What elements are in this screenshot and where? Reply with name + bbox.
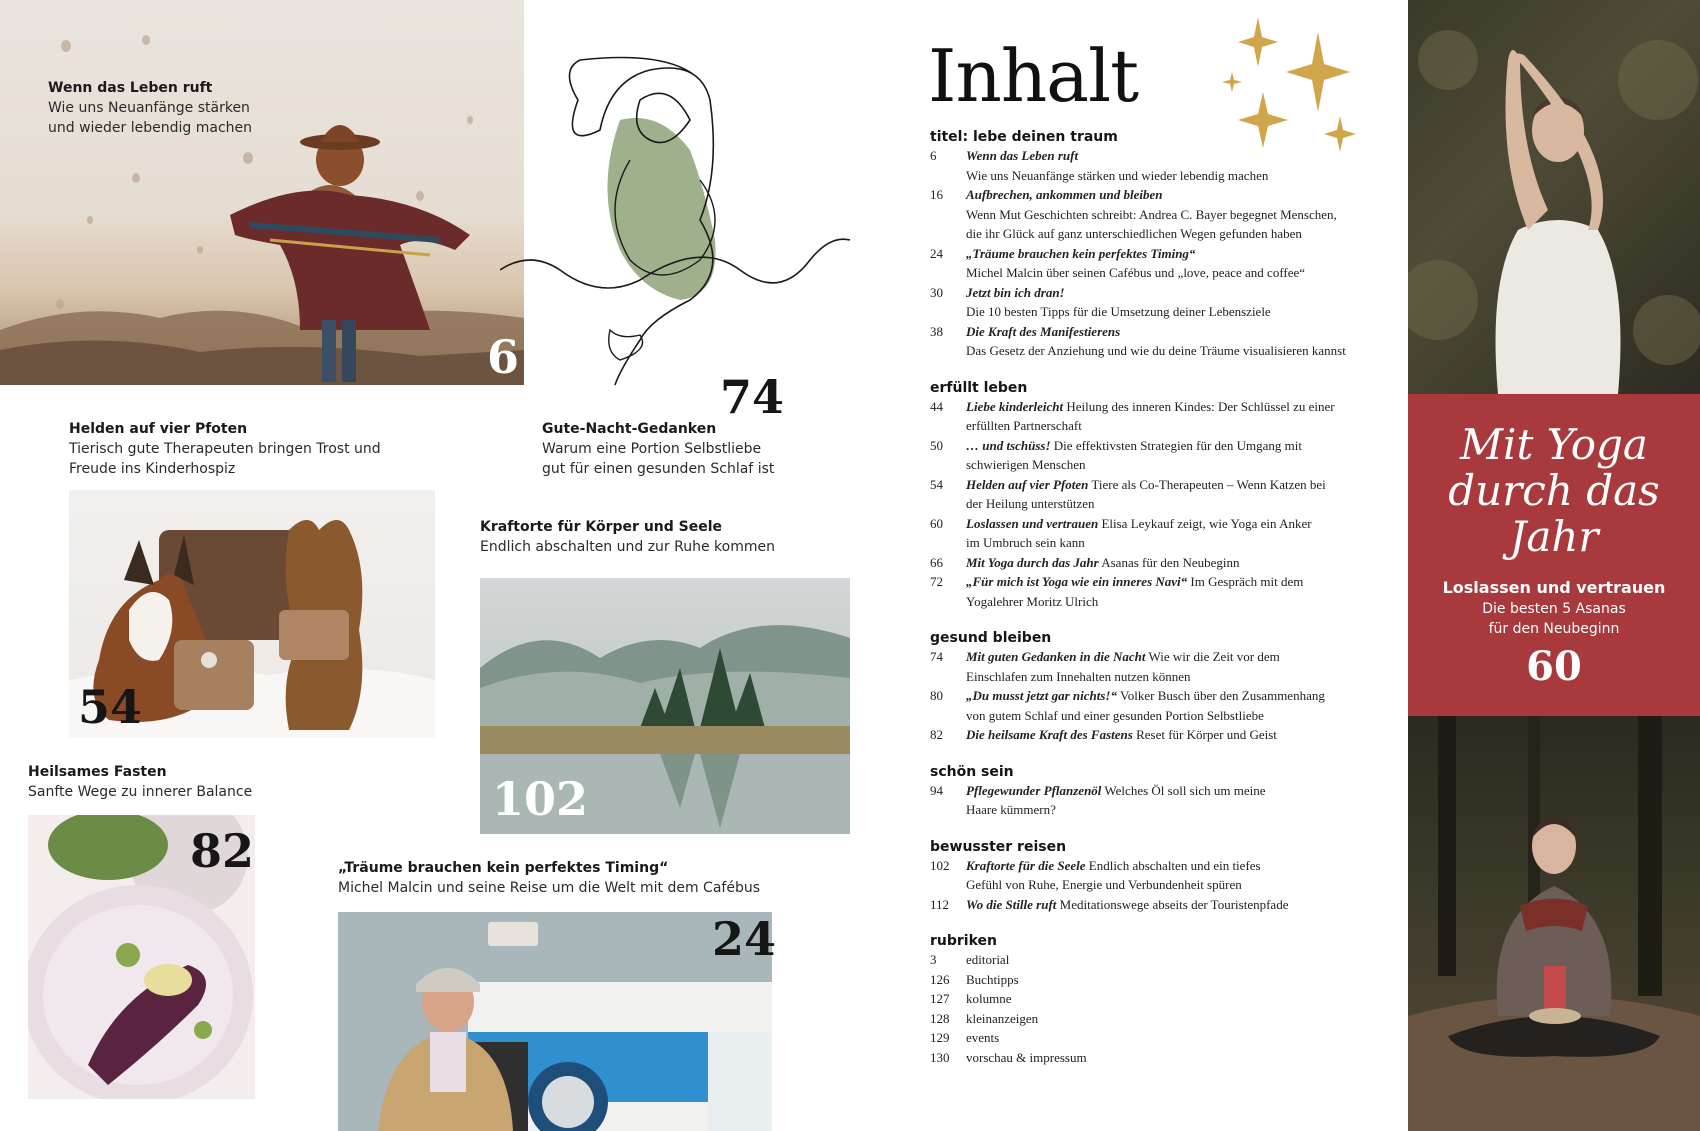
toc-title: Die Kraft des Manifestierens: [966, 323, 1121, 339]
toc-page: 94: [930, 782, 943, 798]
toc-desc: Haare kümmern?: [966, 802, 1056, 817]
feature-title-54: Helden auf vier Pfoten: [69, 421, 248, 437]
toc-section-rubriken: [930, 932, 1370, 1067]
toc-entry-cont: [930, 166, 1370, 186]
feature-page-82: 82: [190, 824, 255, 878]
line-art-sleeping-woman: [500, 40, 850, 390]
yoga-standing-illustration: [1408, 0, 1700, 394]
toc-page: 74: [930, 649, 943, 664]
toc-entry-cont: [930, 667, 1370, 687]
yoga-promo-line1: Die besten 5 Asanas: [1482, 601, 1626, 617]
toc-desc: im Umbruch sein kann: [966, 535, 1085, 550]
toc-desc: Die 10 besten Tipps für die Umsetzung deiner Lebensziele: [966, 304, 1271, 319]
toc-entry[interactable]: [930, 436, 1370, 456]
feature-page-24: 24: [712, 912, 777, 966]
toc-entry-cont: [930, 302, 1370, 322]
toc-desc: Michel Malcin über seinen Cafébus und „love, peace and coffee“: [966, 265, 1306, 280]
yoga-promo-title-line3: Jahr: [1509, 512, 1599, 561]
toc-desc: Welches Öl soll sich um meine: [1101, 782, 1266, 798]
toc-desc: Wenn Mut Geschichten schreibt: Andrea C. Bayer begegnet Menschen,: [966, 206, 1337, 222]
toc-title: … und tschüss!: [966, 437, 1051, 453]
toc-title: „Für mich ist Yoga wie ein inneres Navi“: [966, 574, 1188, 589]
cafebus-illustration: [338, 912, 772, 1131]
toc-title: Pflegewunder Pflanzenöl: [966, 782, 1102, 798]
toc-page: 128: [930, 1010, 950, 1026]
toc-page: 60: [930, 515, 943, 531]
toc-desc: die ihr Glück auf ganz unterschiedlichen Wegen gefunden haben: [966, 226, 1302, 241]
toc-entry[interactable]: [930, 856, 1370, 876]
toc-desc: Asanas für den Neubeginn: [1098, 554, 1240, 570]
toc-desc: Wie wir die Zeit vor dem: [1145, 649, 1280, 664]
toc-entry-cont: [930, 224, 1370, 244]
toc-desc: Gefühl von Ruhe, Energie und Verbundenheit spüren: [966, 877, 1242, 892]
toc-title: Aufbrechen, ankommen und bleiben: [966, 187, 1163, 202]
toc-title: Liebe kinderleicht: [966, 398, 1064, 414]
toc-desc: von gutem Schlaf und einer gesunden Portion Selbstliebe: [966, 707, 1264, 723]
toc-title: Die heilsame Kraft des Fastens: [966, 727, 1133, 742]
toc-page: 50: [930, 437, 943, 453]
toc-entry[interactable]: [930, 781, 1370, 801]
toc-entry[interactable]: [930, 1009, 1370, 1029]
toc-entry[interactable]: [930, 185, 1370, 205]
toc-desc: Volker Busch über den Zusammenhang: [1117, 688, 1325, 703]
toc-section-erfuellt-leben: [930, 379, 1370, 612]
toc-entry[interactable]: [930, 397, 1370, 417]
toc-page: 16: [930, 187, 943, 202]
yoga-sitting-illustration: [1408, 716, 1700, 1131]
toc-entry[interactable]: [930, 146, 1370, 166]
feature-page-102: 102: [492, 772, 589, 826]
toc-page: 130: [930, 1049, 950, 1065]
toc-page: 66: [930, 554, 943, 570]
feature-sub-6-line2: und wieder lebendig machen: [48, 120, 253, 136]
toc-desc: Einschlafen zum Innehalten nutzen können: [966, 668, 1191, 684]
toc-title: „Träume brauchen kein perfektes Timing“: [966, 245, 1196, 261]
toc-desc: Das Gesetz der Anziehung und wie du deine Träume visualisieren kannst: [966, 343, 1346, 358]
toc-entry[interactable]: [930, 1048, 1370, 1068]
toc-entry-cont: [930, 416, 1370, 436]
toc-entry-cont: [930, 455, 1370, 475]
toc-title: Wenn das Leben ruft: [966, 148, 1079, 163]
toc-entry-cont: [930, 706, 1370, 726]
feature-sub-74-line1: Warum eine Portion Selbstliebe: [542, 441, 762, 457]
feature-page-6: 6: [487, 330, 520, 384]
toc-entry[interactable]: [930, 244, 1370, 264]
toc-title: kolumne: [966, 991, 1012, 1006]
toc-desc: schwierigen Menschen: [966, 457, 1086, 472]
toc-page: 127: [930, 991, 950, 1006]
toc-title: Mit guten Gedanken in die Nacht: [966, 649, 1146, 664]
feature-sub-24-line1: Michel Malcin und seine Reise um die Welt mit dem Cafébus: [338, 880, 760, 896]
toc-title: Helden auf vier Pfoten: [966, 476, 1089, 492]
toc-entry-cont: [930, 800, 1370, 820]
toc-desc: Die effektivsten Strategien für den Umgang mit: [1050, 437, 1302, 453]
toc-title: Kraftorte für die Seele: [966, 857, 1086, 873]
toc-entry-cont: [930, 875, 1370, 895]
toc-section-gesund-bleiben: [930, 629, 1370, 745]
feature-sub-74-line2: gut für einen gesunden Schlaf ist: [542, 461, 775, 477]
toc-page: 102: [930, 857, 950, 873]
toc-page: 30: [930, 284, 943, 300]
toc-title: „Du musst jetzt gar nichts!“: [966, 688, 1117, 703]
toc-entry[interactable]: [930, 514, 1370, 534]
toc-title: events: [966, 1030, 1000, 1045]
toc-entry[interactable]: [930, 686, 1370, 706]
toc-desc: Im Gespräch mit dem: [1187, 574, 1304, 589]
toc-entry[interactable]: [930, 895, 1370, 915]
toc-desc: Tiere als Co-Therapeuten – Wenn Katzen bei: [1088, 476, 1326, 492]
toc-section-title: rubriken: [930, 933, 997, 949]
toc-entry[interactable]: [930, 322, 1370, 342]
toc-section-title: titel: lebe deinen traum: [930, 129, 1118, 145]
toc-entry-cont: [930, 205, 1370, 225]
yoga-promo-subtitle: Loslassen und vertrauen: [1442, 578, 1666, 597]
yoga-promo-title-line2: durch das: [1448, 466, 1660, 515]
toc-entry[interactable]: [930, 970, 1370, 990]
toc-section-title: gesund bleiben: [930, 630, 1052, 646]
toc-title: editorial: [966, 952, 1010, 967]
toc-entry[interactable]: [930, 572, 1370, 592]
feature-sub-54-line2: Freude ins Kinderhospiz: [69, 461, 236, 477]
toc-page: 6: [930, 148, 937, 163]
toc-entry-cont: [930, 341, 1370, 361]
toc-section-title: erfüllt leben: [930, 379, 1028, 396]
feature-sub-54-line1: Tierisch gute Therapeuten bringen Trost und: [69, 441, 381, 457]
yoga-promo-box[interactable]: [1408, 394, 1700, 716]
toc-page: 126: [930, 971, 950, 987]
feature-page-74: 74: [720, 370, 785, 424]
toc-title: Loslassen und vertrauen: [966, 515, 1099, 531]
toc-section-title: bewusster reisen: [930, 838, 1067, 855]
toc-page: 38: [930, 323, 943, 339]
photo-woman-balloons: [0, 0, 524, 385]
toc-desc: Wie uns Neuanfänge stärken und wieder lebendig machen: [966, 167, 1269, 183]
toc-entry[interactable]: [930, 475, 1370, 495]
toc-page: 24: [930, 245, 943, 261]
yoga-promo-page: 60: [1526, 643, 1582, 690]
feature-title-24: „Träume brauchen kein perfektes Timing“: [338, 860, 669, 876]
toc-entry[interactable]: [930, 1028, 1370, 1048]
toc-entry[interactable]: [930, 989, 1370, 1009]
toc-entry[interactable]: [930, 725, 1370, 745]
feature-sub-102-line1: Endlich abschalten und zur Ruhe kommen: [480, 539, 775, 555]
toc-desc: Meditationswege abseits der Touristenpfade: [1056, 896, 1289, 912]
toc-page: 112: [930, 896, 950, 912]
toc-entry-cont: [930, 592, 1370, 612]
toc-title: Jetzt bin ich dran!: [966, 284, 1065, 300]
toc-section-titel: [930, 128, 1370, 361]
toc-page: 3: [930, 952, 937, 967]
toc-page: 129: [930, 1030, 950, 1045]
toc-section-title: schön sein: [930, 763, 1014, 780]
toc-entry[interactable]: [930, 283, 1370, 303]
feature-title-82: Heilsames Fasten: [28, 764, 167, 780]
toc-page: 82: [930, 727, 943, 742]
toc-page: 54: [930, 476, 943, 492]
feature-title-6: Wenn das Leben ruft: [48, 80, 213, 96]
feature-title-102: Kraftorte für Körper und Seele: [480, 519, 723, 535]
toc-entry-cont: [930, 494, 1370, 514]
toc-title: kleinanzeigen: [966, 1010, 1039, 1026]
toc-desc: der Heilung unterstützen: [966, 496, 1095, 511]
toc-page: 72: [930, 574, 943, 589]
toc-entry-cont: [930, 263, 1370, 283]
photo-yoga-sitting: [1408, 716, 1700, 1131]
feature-page-54: 54: [78, 680, 143, 734]
woman-balloons-illustration: [0, 0, 524, 385]
toc-section-bewusster-reisen: [930, 838, 1370, 915]
toc-title: Mit Yoga durch das Jahr: [966, 554, 1099, 570]
toc-desc: Endlich abschalten und ein tiefes: [1085, 857, 1261, 873]
toc-section-schoen-sein: [930, 763, 1370, 820]
feature-title-74: Gute-Nacht-Gedanken: [542, 421, 717, 437]
feature-sub-82-line1: Sanfte Wege zu innerer Balance: [28, 784, 253, 800]
photo-yoga-standing: [1408, 0, 1700, 394]
toc-title: vorschau & impressum: [966, 1049, 1087, 1065]
toc-heading: Inhalt: [928, 34, 1139, 118]
toc-desc: Elisa Leykauf zeigt, wie Yoga ein Anker: [1098, 515, 1312, 531]
yoga-promo-line2: für den Neubeginn: [1488, 621, 1620, 637]
toc-desc: erfüllten Partnerschaft: [966, 418, 1082, 433]
toc-desc: Reset für Körper und Geist: [1132, 727, 1277, 742]
photo-cafebus-man: [338, 912, 772, 1131]
toc-entry[interactable]: [930, 647, 1370, 667]
toc-title: Wo die Stille ruft: [966, 896, 1057, 912]
toc-desc: Yogalehrer Moritz Ulrich: [966, 593, 1099, 609]
yoga-promo-title-line1: Mit Yoga: [1460, 420, 1648, 469]
toc-entry[interactable]: [930, 553, 1370, 573]
toc-page: 80: [930, 688, 943, 703]
toc-entry-cont: [930, 533, 1370, 553]
toc-page: 44: [930, 398, 943, 414]
toc-entry[interactable]: [930, 950, 1370, 970]
toc-list: [930, 128, 1370, 1085]
toc-title: Buchtipps: [966, 971, 1019, 987]
toc-desc: Heilung des inneren Kindes: Der Schlüssel zu einer: [1063, 398, 1335, 414]
feature-sub-6-line1: Wie uns Neuanfänge stärken: [48, 100, 250, 116]
